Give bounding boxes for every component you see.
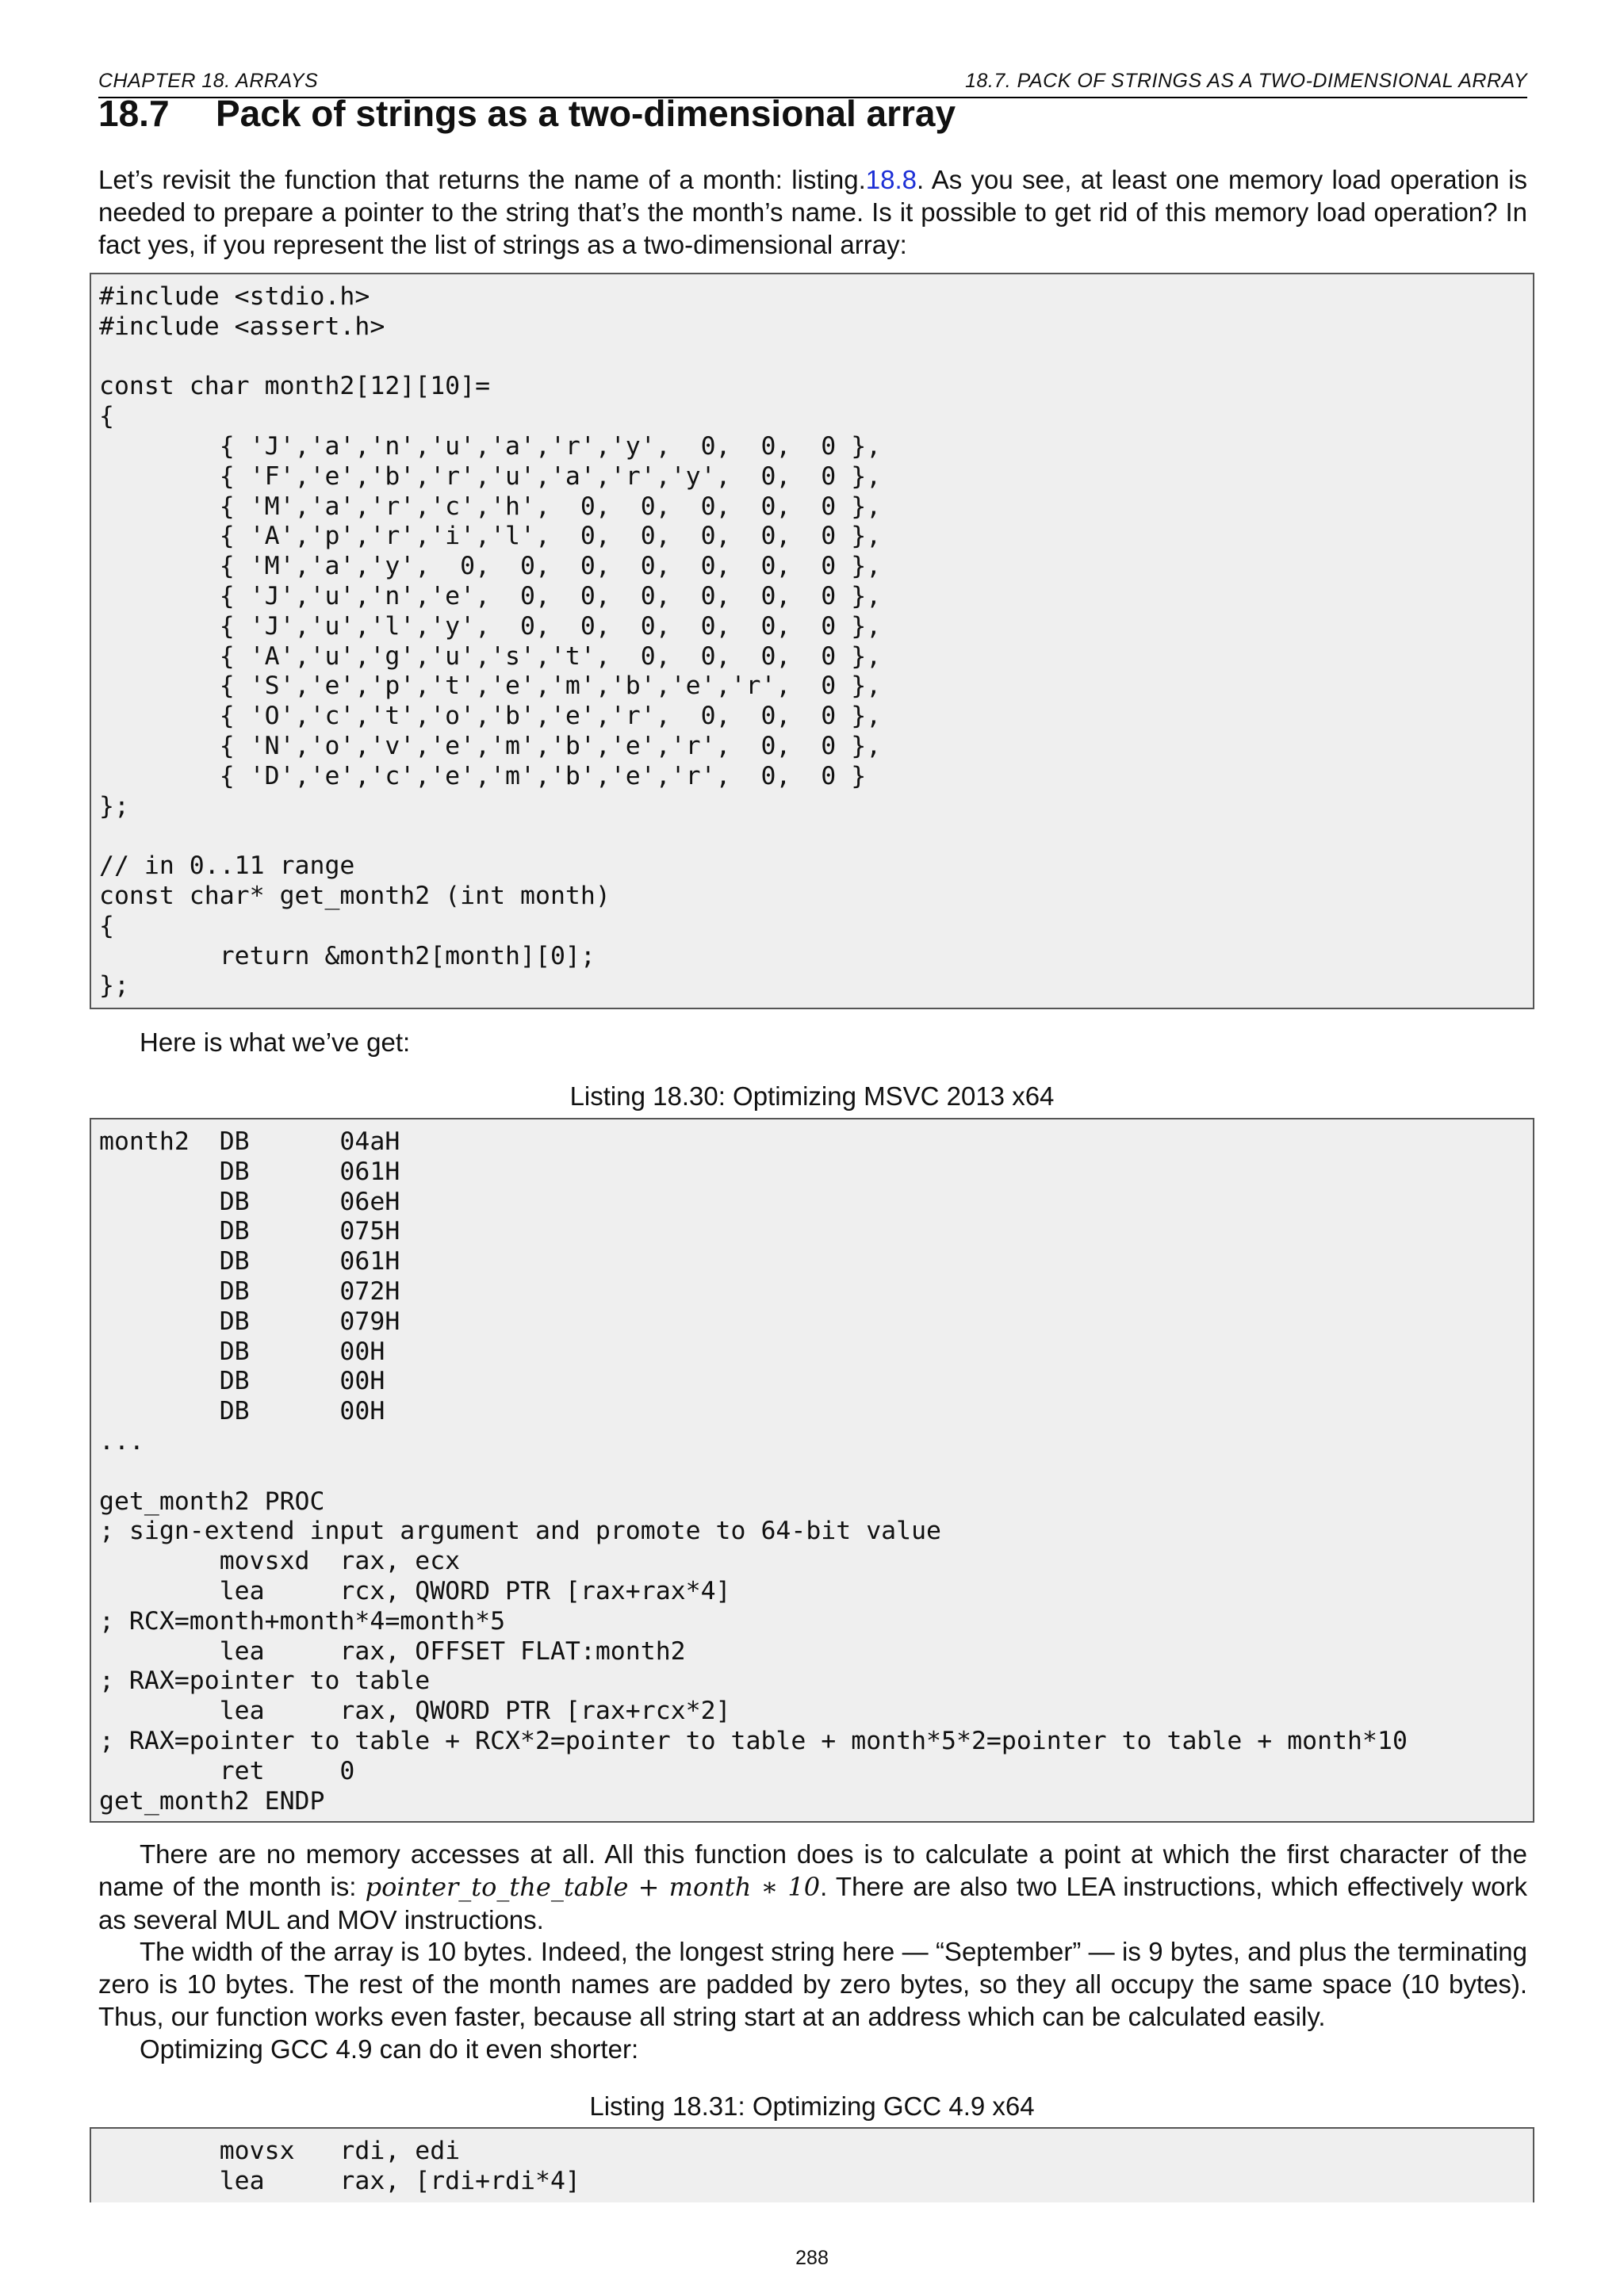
- no-mem-text-before: There are no memory accesses at all. All this function does is to calculate a point at which the first character of the name of the month is:: [98, 1839, 1527, 1901]
- code-msvc-source: month2 DB 04aH DB 061H DB 06eH DB 075H DB 061H DB 072H DB 079H DB 00H DB 00H DB 00H ... get_month2 PROC ; sign-extend input argument and promote to 64-bit value movsxd rax, ecx lea rcx, QWORD PTR [rax+rax*4] ; RCX=month+month*4=month*5 lea rax, OFFSET FLAT:month2 ; RAX=pointer to table lea rax, QWORD PTR [rax+rcx*2] ; RAX=pointer to table + RCX*2=pointer to table + month*5*2=pointer to table + month*10 ret 0 get_month2 ENDP: [99, 1127, 1408, 1816]
- code-c-source: #include <stdio.h> #include <assert.h> const char month2[12][10]= { { 'J','a','n','u','a','r','y', 0, 0, 0 }, { 'F','e','b','r','u','a','r','y', 0, 0 }, { 'M','a','r','c','h', 0, 0, 0, 0, 0 }, { 'A','p','r','i','l', 0, 0, 0, 0, 0 }, { 'M','a','y', 0, 0, 0, 0, 0, 0, 0 }, { 'J','u','n','e', 0, 0, 0, 0, 0, 0 }, { 'J','u','l','y', 0, 0, 0, 0, 0, 0 }, { 'A','u','g','u','s','t', 0, 0, 0, 0 }, { 'S','e','p','t','e','m','b','e','r', 0 }, { 'O','c','t','o','b','e','r', 0, 0, 0 }, { 'N','o','v','e','m','b','e','r', 0, 0 }, { 'D','e','c','e','m','b','e','r', 0, 0 } }; // in 0..11 range const char* get_month2 (int month) { return &month2[month][0]; };: [99, 282, 882, 1001]
- section-number: 18.7: [98, 93, 170, 134]
- no-mem-text-after: . There are also two LEA instructions, which effectively work as several MUL and MOV instructions.: [98, 1872, 1527, 1934]
- section-heading: [98, 89, 956, 138]
- header-section: 18.7. PACK OF STRINGS AS A TWO-DIMENSIONAL ARRAY: [965, 70, 1527, 92]
- paragraph-array-width: The width of the array is 10 bytes. Indeed, the longest string here — “September” — is 9 bytes, and plus the terminating zero is 10 bytes. The rest of the month names are padded by zero bytes, so they all occupy the same space (10 bytes). Thus, our function works even faster, because all string start at an address which can be calculated easily.: [98, 1937, 1527, 2031]
- listing-link[interactable]: 18.8: [865, 165, 917, 194]
- listing-caption-gcc: Listing 18.31: Optimizing GCC 4.9 x64: [589, 2091, 1035, 2121]
- paragraph-no-memory: [98, 1838, 1527, 1936]
- formula: pointer_to_the_table + month ∗ 10: [365, 1872, 821, 1902]
- code-block-msvc: [90, 1118, 1534, 1823]
- header-chapter: CHAPTER 18. ARRAYS: [98, 70, 319, 92]
- intro-text-before: Let’s revisit the function that returns the name of a month: listing.: [98, 165, 866, 194]
- intro-paragraph: [98, 163, 1527, 261]
- paragraph-here: Here is what we’ve get:: [140, 1027, 411, 1057]
- intro-text-after: . As you see, at least one memory load operation is needed to prepare a pointer to the string that’s the month’s name. Is it possible to get rid of this memory load operation? In fact yes, if you represent the list of strings as a two-dimensional array:: [98, 165, 1527, 259]
- paragraph-gcc: Optimizing GCC 4.9 can do it even shorter:: [140, 2034, 639, 2064]
- section-title: Pack of strings as a two-dimensional array: [216, 93, 956, 134]
- code-block-gcc: [90, 2127, 1534, 2202]
- code-gcc-source: movsx rdi, edi lea rax, [rdi+rdi*4]: [219, 2137, 580, 2195]
- listing-caption-msvc: Listing 18.30: Optimizing MSVC 2013 x64: [569, 1081, 1055, 1111]
- page-number: 288: [795, 2247, 829, 2269]
- code-block-c: [90, 273, 1534, 1009]
